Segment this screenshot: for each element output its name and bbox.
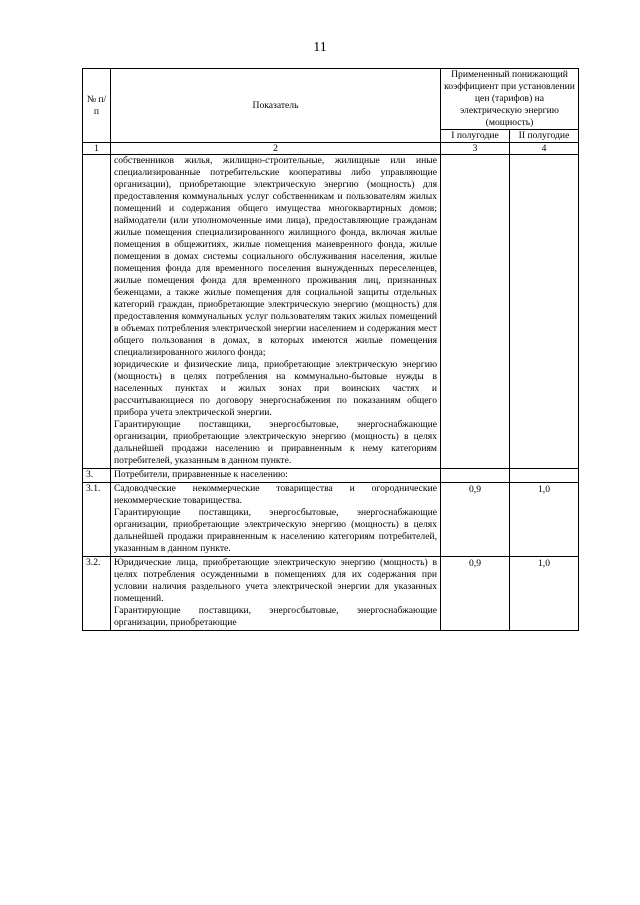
paragraph: Гарантирующие поставщики, энергосбытовые, энергоснабжающие организации, приобретающие — [114, 605, 437, 628]
paragraph: Потребители, приравненные к населению: — [114, 469, 288, 480]
table-row — [83, 557, 579, 631]
row-number: 3. — [83, 469, 111, 483]
page-number: 11 — [313, 40, 327, 55]
value-first-half: 0,9 — [441, 557, 510, 631]
value-second-half: 1,0 — [510, 557, 579, 631]
paragraph: юридические и физические лица, приобретающие электрическую энергию (мощность) в целях потребления на коммунально-бытовые нужды в населенных пунктах и жилых зонах при воинских частях и рассчитывающиеся по договору энергоснабжения по показаниям общего прибора учета электрической энергии. — [114, 359, 437, 418]
column-number: 4 — [510, 143, 579, 155]
tariff-coefficient-table — [82, 68, 579, 631]
paragraph: собственников жилья, жилищно-строительные, жилищные или иные специализированные потребительские кооперативы либо управляющие организации), приобретающие электрическую энергию (мощность) для предоставления коммунальных услуг собственникам и пользователям жилых помещений и содержания общего имущества многоквартирных домов; наймодатели (или уполномоченные ими лица), предоставляющие гражданам жилые помещения специализированного жилищного фонда, включая жилые помещения в общежитиях, жилые помещения маневренного фонда, жилые помещения в домах системы социального обслуживания населения, жилые помещения фонда для временного поселения вынужденных переселенцев, жилые помещения фонда для временного проживания лиц, признанных беженцами, а также жилые помещения для социальной защиты отдельных категорий граждан, приобретающие электрическую энергию (мощность) для предоставления коммунальных услуг пользователям таких жилых помещений в объемах потребления электрической энергии населением и содержания мест общего пользования в домах, в которых имеются жилые помещения специализированного жилого фонда; — [114, 155, 437, 358]
table-row — [83, 469, 579, 483]
paragraph: Юридические лица, приобретающие электрическую энергию (мощность) в целях потребления осужденными в помещениях для их содержания при условии наличия раздельного учета электрической энергии для указанных помещений. — [114, 557, 437, 604]
value-second-half: 1,0 — [510, 483, 579, 557]
row-indicator-text — [111, 469, 441, 483]
row-number — [83, 155, 111, 469]
header-coefficient: Примененный понижающий коэффициент при установлении цен (тарифов) на электрическую энергию (мощность) — [441, 69, 579, 130]
header-indicator: Показатель — [111, 69, 441, 143]
header-second-half: II полугодие — [510, 130, 579, 143]
value-first-half: 0,9 — [441, 483, 510, 557]
paragraph: Садоводческие некоммерческие товарищества и огороднические некоммерческие товарищества. — [114, 483, 437, 506]
row-indicator-text — [111, 483, 441, 557]
row-number: 3.1. — [83, 483, 111, 557]
row-indicator-text — [111, 155, 441, 469]
value-first-half — [441, 155, 510, 469]
table-row — [83, 483, 579, 557]
paragraph: Гарантирующие поставщики, энергосбытовые, энергоснабжающие организации, приобретающие электрическую энергию (мощность) в целях дальнейшей продажи приравненным к населению категориям потребителей, указанным в данном пункте. — [114, 507, 437, 554]
column-number: 1 — [83, 143, 111, 155]
row-number: 3.2. — [83, 557, 111, 631]
column-number-row — [83, 143, 579, 155]
column-number: 3 — [441, 143, 510, 155]
value-second-half — [510, 155, 579, 469]
row-indicator-text — [111, 557, 441, 631]
column-number: 2 — [111, 143, 441, 155]
value-second-half — [510, 469, 579, 483]
table-row — [83, 155, 579, 469]
header-first-half: I полугодие — [441, 130, 510, 143]
paragraph: Гарантирующие поставщики, энергосбытовые, энергоснабжающие организации, приобретающие электрическую энергию (мощность) в целях дальнейшей продажи населению и приравненным к нему категориям потребителей, указанным в данном пункте. — [114, 419, 437, 466]
value-first-half — [441, 469, 510, 483]
header-number: № п/п — [83, 69, 111, 143]
